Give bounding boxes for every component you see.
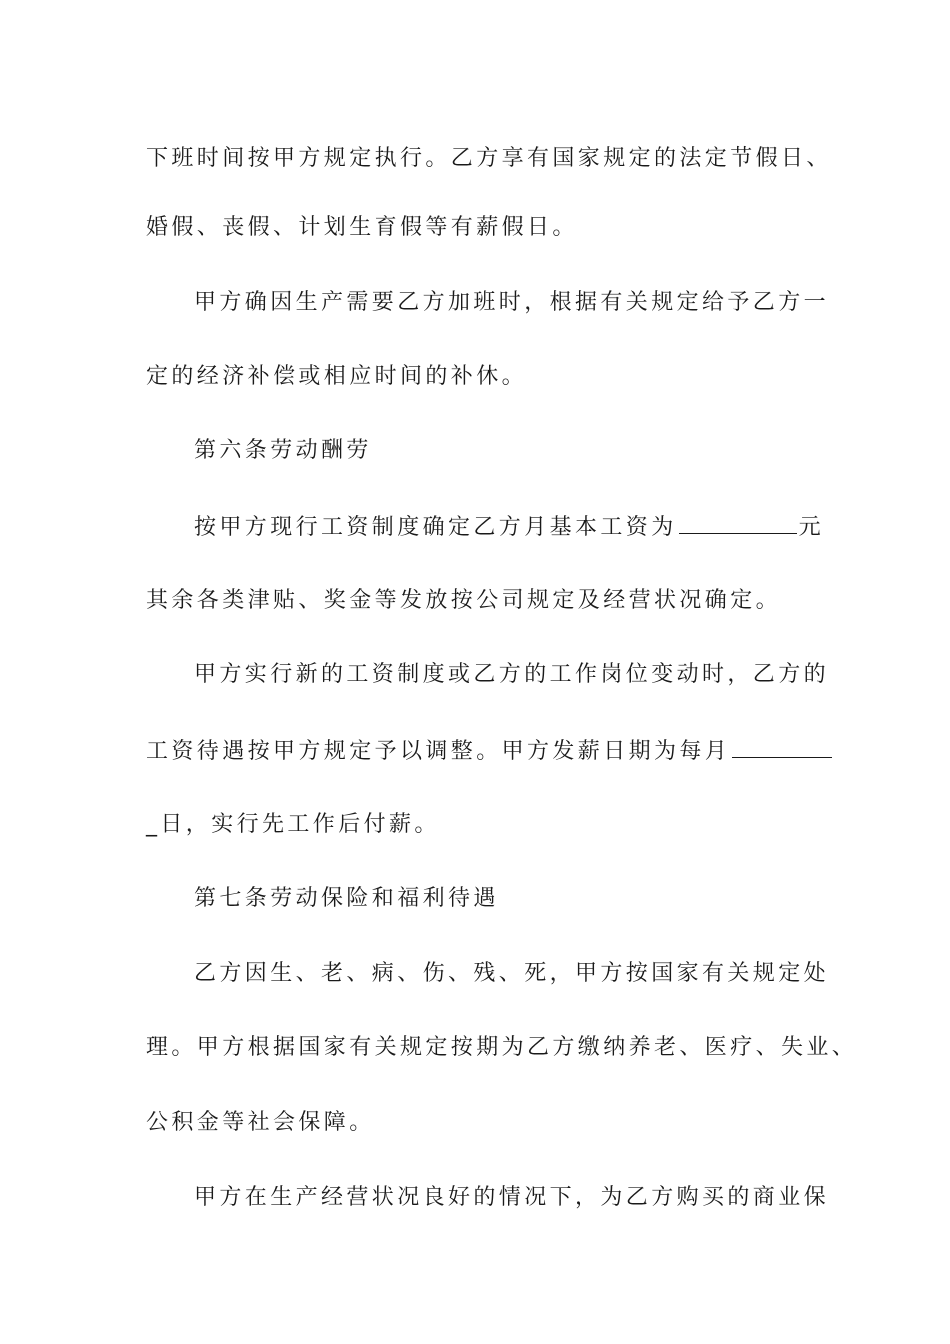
paragraph-line: 理。甲方根据国家有关规定按期为乙方缴纳养老、医疗、失业、 <box>146 1035 858 1060</box>
paragraph-line: 乙方因生、老、病、伤、残、死，甲方按国家有关规定处 <box>194 961 830 986</box>
paragraph-line: 公积金等社会保障。 <box>146 1110 375 1135</box>
payday-blank <box>732 735 832 758</box>
paragraph-line: 其余各类津贴、奖金等发放按公司规定及经营状况确定。 <box>146 588 782 613</box>
payday-text: 工资待遇按甲方规定予以调整。甲方发薪日期为每月 <box>146 739 731 764</box>
paragraph-line <box>194 511 824 543</box>
section-heading: 第七条劳动保险和福利待遇 <box>194 886 499 911</box>
paragraph-line <box>146 735 834 767</box>
paragraph-line: 定的经济补偿或相应时间的补休。 <box>146 364 528 389</box>
wage-unit: 元 <box>798 515 825 540</box>
paragraph-line: 甲方实行新的工资制度或乙方的工作岗位变动时，乙方的 <box>194 662 830 687</box>
wage-blank <box>679 511 797 534</box>
paragraph-line: 甲方确因生产需要乙方加班时，根据有关规定给予乙方一 <box>194 290 830 315</box>
paragraph-line: 婚假、丧假、计划生育假等有薪假日。 <box>146 215 578 240</box>
paragraph-line: 甲方在生产经营状况良好的情况下，为乙方购买的商业保 <box>194 1185 830 1210</box>
section-heading: 第六条劳动酬劳 <box>194 438 372 463</box>
paragraph-line: _日，实行先工作后付薪。 <box>146 812 440 837</box>
wage-text: 按甲方现行工资制度确定乙方月基本工资为 <box>194 515 677 540</box>
paragraph-line: 下班时间按甲方规定执行。乙方享有国家规定的法定节假日、 <box>146 146 832 171</box>
